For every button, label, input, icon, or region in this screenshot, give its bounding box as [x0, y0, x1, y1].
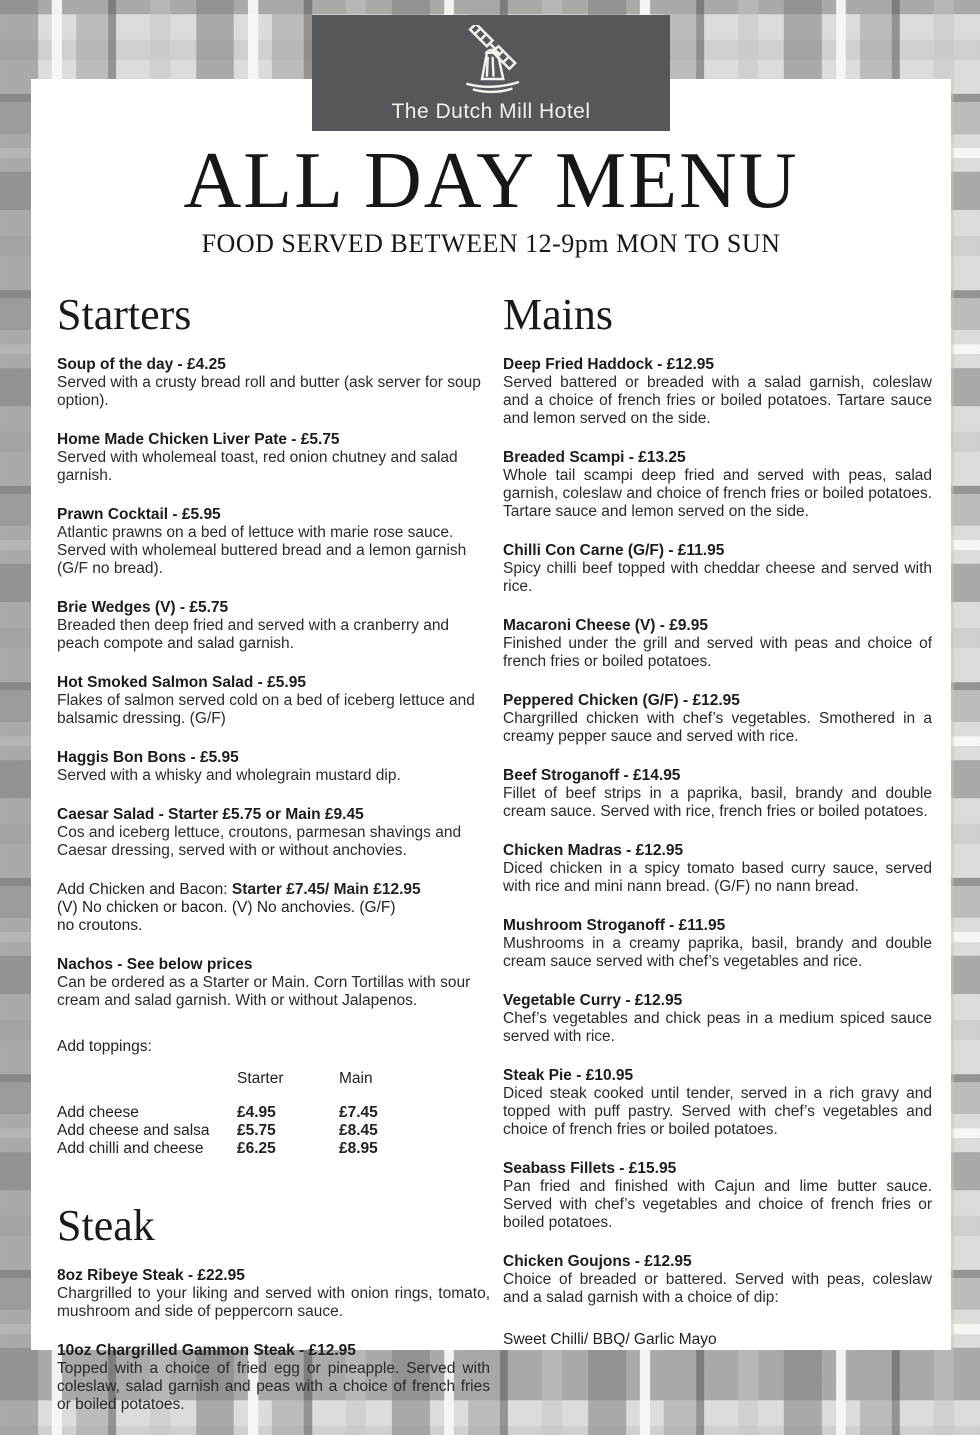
item-desc: Finished under the grill and served with peas and choice of french fries or boiled potatoes.: [503, 635, 932, 670]
menu-item: [503, 692, 932, 746]
topping-starter-price: £5.75: [237, 1122, 276, 1139]
item-name: Breaded Scampi - £13.25: [503, 449, 686, 466]
item-name: Steak Pie - £10.95: [503, 1067, 634, 1084]
menu-item: [503, 1067, 932, 1139]
item-desc: Diced steak cooked until tender, served in a rich gravy and topped with puff pastry. Served with chef’s vegetables and choice of french fries or boiled potatoes.: [503, 1085, 932, 1138]
item-name: Home Made Chicken Liver Pate - £5.75: [57, 431, 340, 448]
item-desc: Served with a crusty bread roll and butter (ask server for soup option).: [57, 374, 481, 409]
item-desc: Spicy chilli beef topped with cheddar cheese and served with rice.: [503, 560, 932, 595]
caesar-addon-note: [57, 881, 490, 935]
item-name: Macaroni Cheese (V) - £9.95: [503, 617, 709, 634]
item-desc: Cos and iceberg lettuce, croutons, parmesan shavings and Caesar dressing, served with or without anchovies.: [57, 824, 462, 859]
steak-heading: Steak: [57, 1201, 155, 1250]
item-name: Prawn Cocktail - £5.95: [57, 506, 221, 523]
item-desc: Chargrilled to your liking and served with onion rings, tomato, mushroom and side of peppercorn sauce.: [57, 1285, 490, 1320]
mains-heading: Mains: [503, 290, 613, 339]
item-desc: Can be ordered as a Starter or Main. Corn Tortillas with sour cream and salad garnish. With or without Jalapenos.: [57, 974, 471, 1009]
item-name: Caesar Salad - Starter £5.75 or Main £9.45: [57, 806, 364, 823]
item-name: Deep Fried Haddock - £12.95: [503, 356, 715, 373]
item-desc: Diced chicken in a spicy tomato based curry sauce, served with rice and mini nann bread. (G/F) no nann bread.: [503, 860, 932, 895]
topping-main-price: £8.95: [339, 1140, 378, 1157]
addon-label: Add Chicken and Bacon:: [57, 881, 232, 898]
toppings-header-starter: Starter: [237, 1070, 284, 1087]
menu-item: [57, 356, 490, 410]
menu-item: [57, 506, 490, 578]
topping-starter-price: £4.95: [237, 1104, 276, 1121]
menu-item: [503, 917, 932, 971]
menu-item: [503, 617, 932, 671]
windmill-icon: [445, 25, 537, 97]
menu-item: [503, 992, 932, 1046]
addon-note: (V) No chicken or bacon. (V) No anchovies. (G/F): [57, 899, 396, 916]
hotel-header: [312, 15, 670, 131]
menu-item: [57, 674, 490, 728]
item-desc: Choice of breaded or battered. Served with peas, coleslaw and a salad garnish with a choice of dip:: [503, 1271, 932, 1306]
toppings-empty-header: [57, 1070, 237, 1088]
addon-note: no croutons.: [57, 917, 143, 934]
menu-item: [57, 599, 490, 653]
item-name: Chilli Con Carne (G/F) - £11.95: [503, 542, 725, 559]
toppings-table: [57, 1056, 490, 1158]
item-name: Hot Smoked Salmon Salad - £5.95: [57, 674, 306, 691]
toppings-header-main: Main: [339, 1070, 373, 1087]
menu-item: [57, 431, 490, 485]
item-name: 8oz Ribeye Steak - £22.95: [57, 1267, 245, 1284]
item-desc: Breaded then deep fried and served with a cranberry and peach compote and salad garnish.: [57, 617, 450, 652]
addon-price: Starter £7.45/ Main £12.95: [231, 881, 421, 898]
mains-section: [503, 290, 932, 1349]
item-name: Haggis Bon Bons - £5.95: [57, 749, 239, 766]
left-column: [57, 290, 490, 1435]
item-name: Chicken Goujons - £12.95: [503, 1253, 692, 1270]
menu-columns: [31, 290, 951, 1435]
item-desc: Whole tail scampi deep fried and served with peas, salad garnish, coleslaw and choice of french fries or boiled potatoes. Tartare sauce and lemon served on the side.: [503, 467, 932, 520]
menu-item: [57, 956, 490, 1010]
topping-starter-price: £6.25: [237, 1140, 276, 1157]
item-name: Soup of the day - £4.25: [57, 356, 226, 373]
item-desc: Served with wholemeal toast, red onion chutney and salad garnish.: [57, 449, 458, 484]
item-desc: Atlantic prawns on a bed of lettuce with marie rose sauce. Served with wholemeal buttered bread and a lemon garnish (G/F no bread).: [57, 524, 467, 577]
starters-section: [57, 290, 490, 1158]
menu-item: [57, 1342, 490, 1414]
menu-item: [57, 1267, 490, 1321]
hotel-name: The Dutch Mill Hotel: [391, 100, 591, 123]
topping-main-price: £8.45: [339, 1122, 378, 1139]
menu-item: [503, 842, 932, 896]
item-desc: Topped with a choice of fried egg or pineapple. Served with coleslaw, salad garnish and peas with a choice of french fries or boiled potatoes.: [57, 1360, 490, 1413]
menu-item: [503, 767, 932, 821]
menu-card: [31, 79, 951, 1413]
item-desc: Mushrooms in a creamy paprika, basil, brandy and double cream sauce served with chef’s vegetables and rice.: [503, 935, 932, 970]
right-column: [503, 290, 932, 1435]
menu-item: [57, 806, 490, 860]
item-desc: Chef’s vegetables and chick peas in a medium spiced sauce served with rice.: [503, 1010, 932, 1045]
menu-item: [503, 356, 932, 428]
item-name: Nachos - See below prices: [57, 956, 253, 973]
menu-item: [503, 1253, 932, 1307]
topping-label: Add cheese: [57, 1104, 139, 1121]
item-desc: Served battered or breaded with a salad garnish, coleslaw and a choice of french fries or boiled potatoes. Tartare sauce and lemon served on the side.: [503, 374, 932, 427]
topping-label: Add cheese and salsa: [57, 1122, 210, 1139]
item-desc: Served with a whisky and wholegrain mustard dip.: [57, 767, 401, 784]
dips-options: Sweet Chilli/ BBQ/ Garlic Mayo: [503, 1331, 717, 1348]
item-name: Brie Wedges (V) - £5.75: [57, 599, 229, 616]
item-name: Peppered Chicken (G/F) - £12.95: [503, 692, 740, 709]
item-name: Vegetable Curry - £12.95: [503, 992, 683, 1009]
starters-heading: Starters: [57, 290, 192, 339]
menu-item: [503, 542, 932, 596]
item-desc: Flakes of salmon served cold on a bed of iceberg lettuce and balsamic dressing. (G/F): [57, 692, 475, 727]
addon-line: [57, 881, 490, 899]
item-name: Seabass Fillets - £15.95: [503, 1160, 677, 1177]
topping-main-price: £7.45: [339, 1104, 378, 1121]
item-desc: Fillet of beef strips in a paprika, basil, brandy and double cream sauce. Served with rice, french fries or boiled potatoes.: [503, 785, 932, 820]
item-name: 10oz Chargrilled Gammon Steak - £12.95: [57, 1342, 356, 1359]
menu-item: [503, 449, 932, 521]
menu-item: [503, 1160, 932, 1232]
item-name: Beef Stroganoff - £14.95: [503, 767, 681, 784]
item-desc: Chargrilled chicken with chef’s vegetables. Smothered in a creamy pepper sauce and served with rice.: [503, 710, 932, 745]
menu-item: [57, 749, 490, 785]
page-subtitle: FOOD SERVED BETWEEN 12-9pm MON TO SUN: [201, 229, 781, 258]
steak-section: [57, 1201, 490, 1414]
item-name: Chicken Madras - £12.95: [503, 842, 684, 859]
page-title: ALL DAY MENU: [183, 137, 799, 225]
toppings-label: Add toppings:: [57, 1038, 152, 1055]
topping-label: Add chilli and cheese: [57, 1140, 204, 1157]
item-name: Mushroom Stroganoff - £11.95: [503, 917, 726, 934]
item-desc: Pan fried and finished with Cajun and lime butter sauce. Served with chef’s vegetables and choice of french fries or boiled potatoes.: [503, 1178, 932, 1231]
